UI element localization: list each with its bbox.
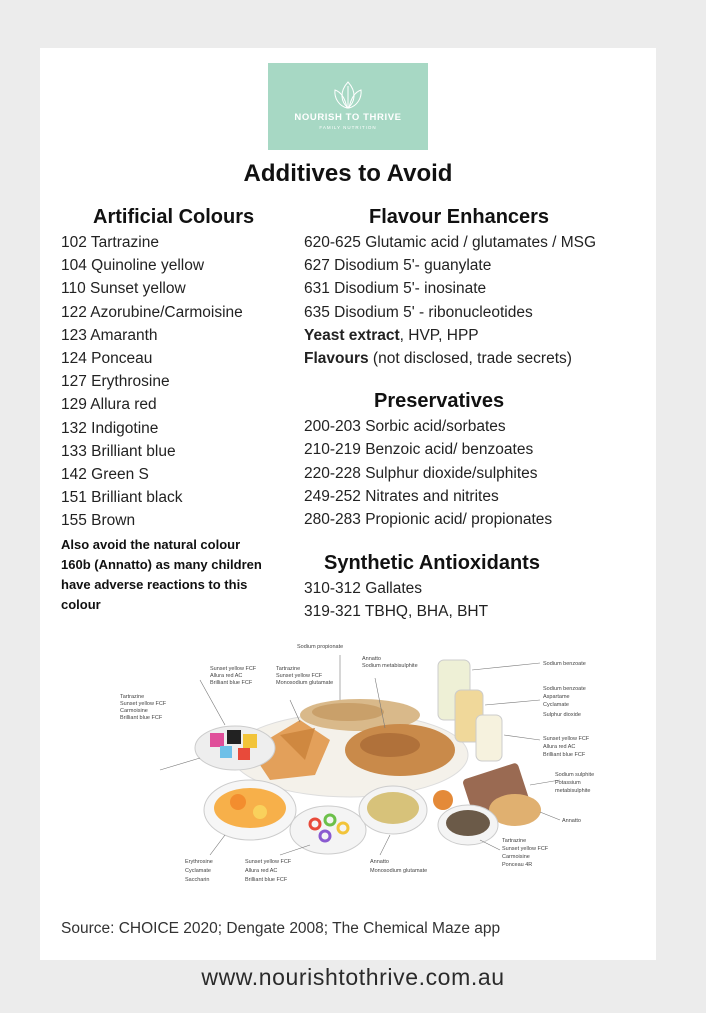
brand-logo: [268, 63, 428, 150]
list-item: 210-219 Benzoic acid/ benzoates: [304, 441, 534, 459]
list-item: 129 Allura red: [61, 396, 157, 414]
list-item: [304, 324, 654, 347]
label-bread: Sodium propionate: [297, 644, 344, 650]
logo-name: NOURISH TO THRIVE: [294, 111, 402, 123]
candy: [220, 746, 232, 758]
note-line: Also avoid the natural colour: [61, 536, 241, 552]
label-drink-1: Sodium benzoate: [543, 661, 586, 667]
logo-tagline: FAMILY NUTRITION: [319, 124, 377, 130]
label-nuts: Annatto: [562, 818, 581, 824]
jelly: [214, 788, 286, 828]
list-item: 200-203 Sorbic acid/sorbates: [304, 418, 506, 436]
bread-crust: [312, 703, 384, 721]
list-item: 123 Amaranth: [61, 326, 158, 344]
section-heading: Flavour Enhancers: [369, 206, 550, 228]
list-item: 310-312 Gallates: [304, 580, 423, 598]
label-candy-top: Sunset yellow FCF Allura red AC Brilliant blue FCF: [210, 666, 257, 686]
list-item: 104 Quinoline yellow: [61, 257, 205, 275]
note-line: have adverse reactions to this: [61, 576, 248, 592]
preservatives-list: [304, 415, 654, 531]
label-sweets: Tartrazine Sunset yellow FCF Carmoisine Ponceau 4R: [502, 838, 549, 868]
list-item: 280-283 Propionic acid/ propionates: [304, 511, 553, 529]
list-item: 319-321 TBHQ, BHA, BHT: [304, 603, 489, 621]
section-heading: Artificial Colours: [93, 206, 255, 228]
label-noodles: Annatto Monosodium glutamate: [370, 859, 428, 874]
noodles: [367, 792, 419, 824]
section-heading: Synthetic Antioxidants: [324, 552, 540, 575]
note-line: colour: [61, 596, 101, 612]
bold-term: Yeast extract: [304, 326, 400, 344]
candy: [210, 733, 224, 747]
section-heading: Preservatives: [374, 390, 505, 413]
list-item: 122 Azorubine/Carmoisine: [61, 303, 243, 321]
list-item: 133 Brilliant blue: [61, 442, 176, 460]
orange-sweets: [433, 790, 453, 810]
list-item: [304, 347, 654, 370]
list-item: 151 Brilliant black: [61, 489, 183, 507]
cereal-bowl: [290, 806, 366, 854]
list-item: 110 Sunset yellow: [61, 280, 186, 298]
list-item: 249-252 Nitrates and nitrites: [304, 487, 499, 505]
label-meat: Sodium sulphite Potassium metabisulphite: [555, 772, 595, 794]
antioxidants-list: [304, 577, 654, 623]
candy: [238, 748, 250, 760]
label-chips: Tartrazine Sunset yellow FCF Monosodium glutamate: [276, 666, 334, 686]
right-column: [304, 203, 654, 624]
candy: [243, 734, 257, 748]
note-line: 160b (Annatto) as many children: [61, 556, 262, 572]
source-note: Source: CHOICE 2020; Dengate 2008; The Chemical Maze app: [61, 920, 501, 937]
cracker: [360, 733, 420, 757]
list-item: 627 Disodium 5'- guanylate: [304, 257, 492, 275]
label-drink-3: Sunset yellow FCF Allura red AC Brilliant blue FCF: [543, 736, 590, 758]
list-item: 155 Brown: [61, 512, 136, 530]
colours-list: [61, 231, 306, 533]
info-sheet: [40, 48, 656, 960]
website-url[interactable]: www.nourishtothrive.com.au: [201, 964, 505, 990]
artificial-colours-section: [61, 203, 306, 615]
drink-glass: [476, 715, 502, 761]
label-cereal: Sunset yellow FCF Allura red AC Brilliant blue FCF: [245, 859, 292, 883]
bold-term: Flavours: [304, 350, 369, 368]
list-item: 124 Ponceau: [61, 350, 153, 368]
annatto-note: [61, 535, 306, 615]
list-item: 620-625 Glutamic acid / glutamates / MSG: [304, 234, 597, 251]
sweets: [446, 810, 490, 836]
term-detail: (not disclosed, trade secrets): [368, 350, 572, 368]
list-item: 220-228 Sulphur dioxide/sulphites: [304, 464, 538, 482]
list-item: 635 Disodium 5' - ribonucleotides: [304, 303, 533, 321]
food-illustration: [100, 640, 600, 898]
page-title: Additives to Avoid: [243, 160, 453, 187]
flavour-enhancers-list: [304, 231, 654, 370]
list-item: 102 Tartrazine: [61, 234, 159, 251]
list-item: 631 Disodium 5'- inosinate: [304, 280, 487, 298]
label-jelly: Erythrosine Cyclamate Saccharin: [185, 859, 213, 883]
list-item: 127 Erythrosine: [61, 373, 170, 391]
candy: [227, 730, 241, 744]
jelly-piece: [230, 794, 246, 810]
jelly-piece: [253, 805, 267, 819]
term-detail: , HVP, HPP: [399, 326, 479, 344]
label-candy: Tartrazine Sunset yellow FCF Carmoisine Brilliant blue FCF: [120, 694, 167, 721]
label-drink-2: Sodium benzoate Aspartame Cyclamate Sulphur dioxide: [543, 686, 586, 718]
list-item: 142 Green S: [61, 466, 149, 484]
label-crackers: Annatto Sodium metabisulphite: [362, 656, 418, 669]
list-item: 132 Indigotine: [61, 419, 159, 437]
food-shapes: [195, 660, 541, 854]
leaf-icon: [331, 80, 365, 110]
